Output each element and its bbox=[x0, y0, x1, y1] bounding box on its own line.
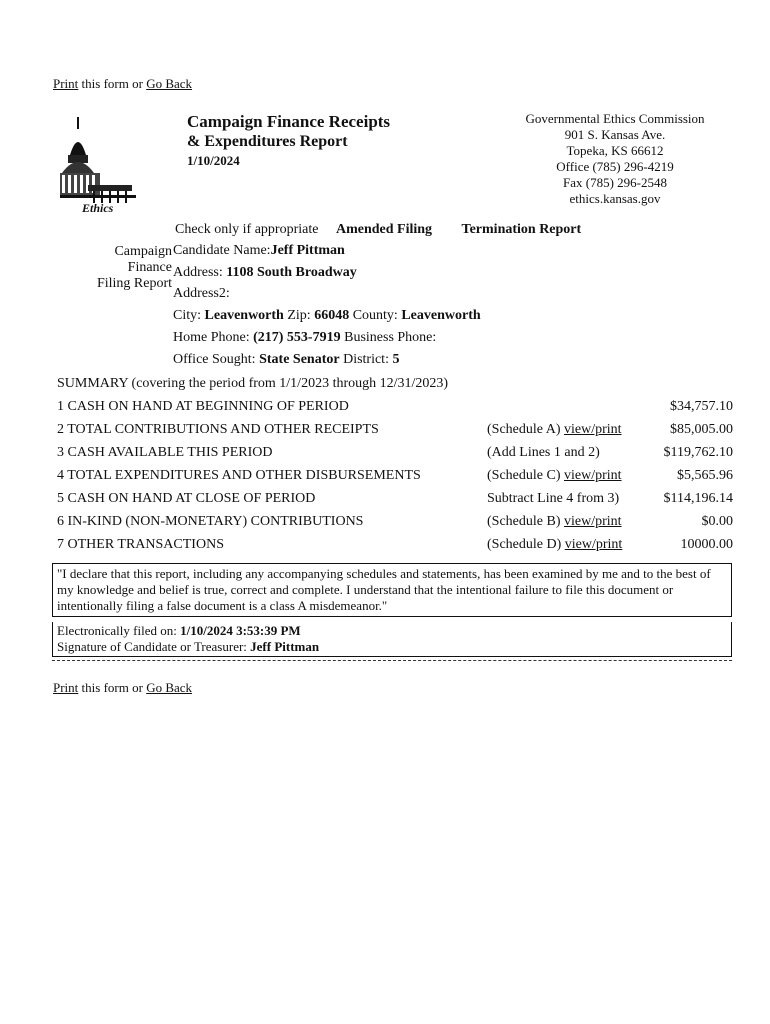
report-date: 1/10/2024 bbox=[187, 153, 240, 168]
report-title-block bbox=[187, 111, 390, 170]
logo-text: Ethics bbox=[82, 201, 114, 215]
commission-office-phone: Office (785) 296-4219 bbox=[556, 159, 674, 174]
go-back-link-bottom[interactable]: Go Back bbox=[146, 680, 193, 695]
side-label-line1: Campaign bbox=[114, 244, 172, 259]
row-label: 4 TOTAL EXPENDITURES AND OTHER DISBURSEMENTS bbox=[57, 468, 421, 483]
row-amount: $34,757.10 bbox=[670, 399, 733, 414]
office-label: Office Sought: bbox=[173, 352, 260, 367]
side-label-line2: Finance bbox=[127, 260, 172, 275]
signature-label: Signature of Candidate or Treasurer: bbox=[57, 639, 251, 654]
candidate-name: Jeff Pittman bbox=[270, 243, 345, 258]
signature-value: Jeff Pittman bbox=[250, 639, 320, 654]
candidate-zip: 66048 bbox=[314, 308, 350, 323]
declaration-box: "I declare that this report, including any accompanying schedules and statements, has been examined by me and to the best of my knowledge and belief is true, correct and complete. I understand that the intentional failure to file this document or intentionally filing a false document is a class A misdemeanor." bbox=[52, 563, 732, 617]
row-label: 5 CASH ON HAND AT CLOSE OF PERIOD bbox=[57, 491, 316, 506]
city-label: City: bbox=[173, 308, 205, 323]
schedule-label: (Add Lines 1 and 2) bbox=[487, 445, 600, 460]
address2-label: Address2: bbox=[173, 286, 230, 301]
bottom-nav bbox=[53, 680, 192, 696]
commission-fax: Fax (785) 296-2548 bbox=[563, 175, 667, 190]
district-label: District: bbox=[339, 352, 393, 367]
side-label-line3: Filing Report bbox=[96, 276, 172, 291]
report-title: Campaign Finance Receipts bbox=[187, 112, 391, 131]
filed-on-line bbox=[57, 623, 727, 639]
candidate-name-line bbox=[173, 242, 345, 260]
check-prefix: Check only if appropriate bbox=[175, 222, 319, 237]
row-amount: $85,005.00 bbox=[670, 422, 733, 437]
city-line bbox=[173, 307, 481, 325]
row-label: 6 IN-KIND (NON-MONETARY) CONTRIBUTIONS bbox=[57, 514, 364, 529]
nav-separator-text: this form or bbox=[78, 76, 147, 91]
commission-name: Governmental Ethics Commission bbox=[525, 111, 705, 126]
summary-row bbox=[57, 537, 733, 560]
address-label: Address: bbox=[173, 265, 227, 280]
row-label: 1 CASH ON HAND AT BEGINNING OF PERIOD bbox=[57, 399, 349, 414]
schedule-a-view-link[interactable]: view/print bbox=[563, 422, 622, 437]
candidate-county: Leavenworth bbox=[401, 308, 481, 323]
candidate-city: Leavenworth bbox=[204, 308, 284, 323]
candidate-address: 1108 South Broadway bbox=[226, 265, 357, 280]
summary-row bbox=[57, 399, 733, 422]
row-amount: $0.00 bbox=[701, 514, 733, 529]
commission-address bbox=[490, 111, 740, 207]
schedule-label: (Schedule D) bbox=[487, 537, 565, 552]
row-amount: $119,762.10 bbox=[663, 445, 733, 460]
summary-row bbox=[57, 422, 733, 445]
summary-row bbox=[57, 468, 733, 491]
filing-type-line bbox=[175, 222, 581, 238]
schedule-label: (Schedule C) bbox=[487, 468, 564, 483]
schedule-d-view-link[interactable]: view/print bbox=[564, 537, 623, 552]
office-line bbox=[173, 351, 399, 369]
row-label: 3 CASH AVAILABLE THIS PERIOD bbox=[57, 445, 273, 460]
summary-row bbox=[57, 514, 733, 537]
top-nav bbox=[53, 76, 192, 92]
report-subtitle: & Expenditures Report bbox=[187, 133, 348, 150]
address-line bbox=[173, 264, 357, 282]
business-phone-label: Business Phone: bbox=[340, 330, 437, 345]
filed-on-label: Electronically filed on: bbox=[57, 623, 181, 638]
county-label: County: bbox=[349, 308, 402, 323]
schedule-b-view-link[interactable]: view/print bbox=[563, 514, 622, 529]
nav-separator-text: this form or bbox=[78, 680, 147, 695]
row-amount: $5,565.96 bbox=[677, 468, 733, 483]
summary-heading: SUMMARY (covering the period from 1/1/2023 through 12/31/2023) bbox=[57, 376, 449, 391]
zip-label: Zip: bbox=[283, 308, 315, 323]
row-amount: $114,196.14 bbox=[663, 491, 733, 506]
phone-line bbox=[173, 329, 436, 347]
summary-row bbox=[57, 445, 733, 468]
office-sought: State Senator bbox=[259, 352, 340, 367]
side-label bbox=[82, 244, 172, 292]
summary-row bbox=[57, 491, 733, 514]
termination-report-option: Termination Report bbox=[461, 222, 582, 237]
schedule-c-view-link[interactable]: view/print bbox=[563, 468, 622, 483]
row-amount: 10000.00 bbox=[680, 537, 733, 552]
row-label: 7 OTHER TRANSACTIONS bbox=[57, 537, 224, 552]
amended-filing-option: Amended Filing bbox=[335, 222, 433, 237]
district: 5 bbox=[392, 352, 400, 367]
candidate-name-label: Candidate Name: bbox=[173, 243, 271, 258]
signature-line bbox=[57, 639, 727, 655]
home-phone: (217) 553-7919 bbox=[253, 330, 341, 345]
print-link-top[interactable]: Print bbox=[53, 76, 79, 91]
commission-website: ethics.kansas.gov bbox=[569, 191, 661, 206]
divider bbox=[52, 660, 732, 661]
schedule-label: (Schedule B) bbox=[487, 514, 564, 529]
commission-street: 901 S. Kansas Ave. bbox=[564, 127, 666, 142]
go-back-link-top[interactable]: Go Back bbox=[146, 76, 193, 91]
home-phone-label: Home Phone: bbox=[173, 330, 254, 345]
filing-info-box bbox=[52, 622, 732, 657]
schedule-label: Subtract Line 4 from 3) bbox=[487, 491, 620, 506]
commission-city: Topeka, KS 66612 bbox=[566, 143, 664, 158]
ethics-capitol-logo bbox=[58, 115, 140, 215]
print-link-bottom[interactable]: Print bbox=[53, 680, 79, 695]
schedule-label: (Schedule A) bbox=[487, 422, 564, 437]
filed-on-value: 1/10/2024 3:53:39 PM bbox=[180, 623, 301, 638]
row-label: 2 TOTAL CONTRIBUTIONS AND OTHER RECEIPTS bbox=[57, 422, 379, 437]
address2-line bbox=[173, 285, 230, 303]
